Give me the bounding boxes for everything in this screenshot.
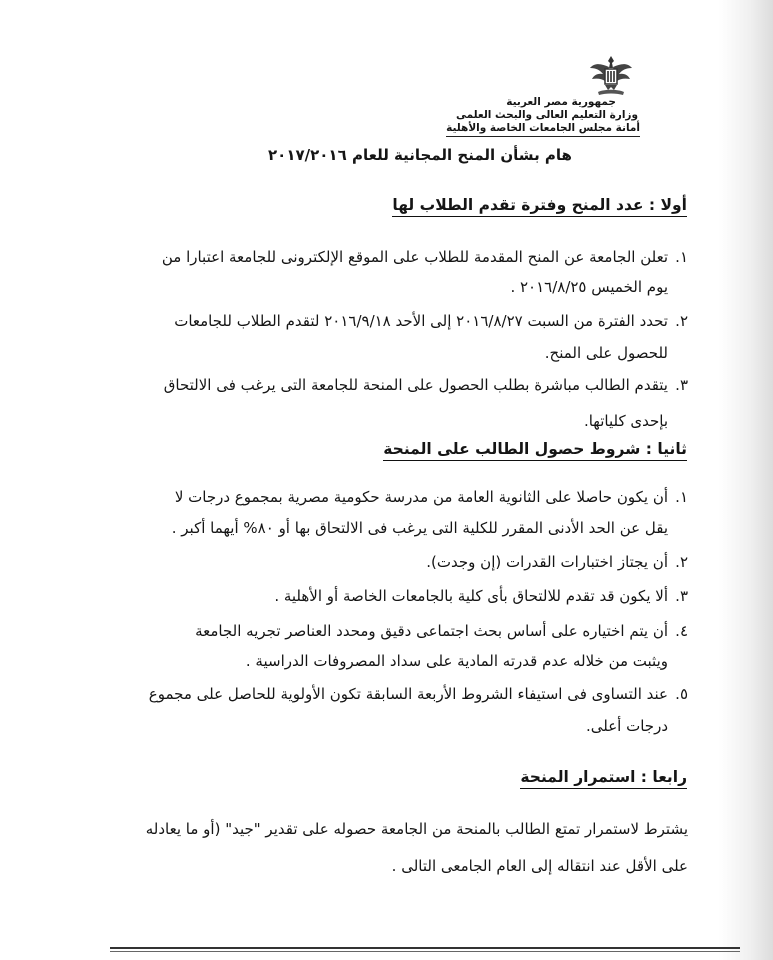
item-line: أن يكون حاصلا على الثانوية العامة من مدرسة حكومية مصرية بمجموع درجات لا: [174, 488, 668, 506]
item-line: عند التساوى فى استيفاء الشروط الأربعة السابقة تكون الأولوية للحاصل على مجموع: [148, 685, 668, 703]
header-country: جمهورية مصر العربية: [506, 96, 616, 108]
item-line: يتقدم الطالب مباشرة بطلب الحصول على المنحة للجامعة التى يرغب فى الالتحاق: [163, 376, 668, 394]
section2-heading: ثانيا : شروط حصول الطالب على المنحة: [383, 440, 687, 461]
item-number: ٤.: [675, 622, 688, 640]
item-line: يقل عن الحد الأدنى المقرر للكلية التى يرغب فى الالتحاق بها أو ٨٠% أيهما أكبر .: [171, 519, 668, 537]
item-line: للحصول على المنح.: [544, 344, 668, 362]
item-number: ٣.: [675, 376, 688, 394]
item-number: ٢.: [675, 553, 688, 571]
item-number: ٣.: [675, 587, 688, 605]
item-line: يوم الخميس ٢٠١٦/٨/٢٥ .: [510, 278, 668, 296]
header-ministry: وزارة التعليم العالى والبحث العلمى: [455, 109, 638, 121]
paragraph-line: على الأقل عند انتقاله إلى العام الجامعى التالى .: [391, 857, 688, 875]
item-line: أن يتم اختياره على أساس بحث اجتماعى دقيق ومحدد العناصر تجريه الجامعة: [195, 622, 668, 640]
item-line: تحدد الفترة من السبت ٢٠١٦/٨/٢٧ إلى الأحد ٢٠١٦/٩/١٨ لتقدم الطلاب للجامعات: [174, 312, 668, 330]
paragraph-line: يشترط لاستمرار تمتع الطالب بالمنحة من الجامعة حصوله على تقدير "جيد" (أو ما يعادله: [145, 820, 688, 838]
item-number: ٢.: [675, 312, 688, 330]
item-number: ١.: [675, 248, 688, 266]
item-line: بإحدى كلياتها.: [583, 412, 668, 430]
section4-heading: رابعا : استمرار المنحة: [520, 768, 687, 789]
ministry-header: [380, 96, 640, 137]
item-line: درجات أعلى.: [585, 717, 668, 735]
item-line: ألا يكون قد تقدم للالتحاق بأى كلية بالجامعات الخاصة أو الأهلية .: [274, 587, 668, 605]
item-line: تعلن الجامعة عن المنح المقدمة للطلاب على الموقع الإلكترونى للجامعة اعتبارا من: [161, 248, 668, 266]
footer-divider-thin: [110, 951, 740, 952]
header-council: أمانة مجلس الجامعات الخاصة والأهلية: [446, 122, 640, 137]
item-number: ٥.: [675, 685, 688, 703]
egypt-eagle-emblem-icon: [588, 54, 634, 98]
document-title: هام بشأن المنح المجانية للعام ٢٠١٧/٢٠١٦: [268, 146, 572, 164]
section1-heading: أولا : عدد المنح وفترة تقدم الطلاب لها: [392, 196, 687, 217]
footer-divider: [110, 947, 740, 949]
item-number: ١.: [675, 488, 688, 506]
item-line: أن يجتاز اختبارات القدرات (إن وجدت).: [426, 553, 668, 571]
item-line: ويثبت من خلاله عدم قدرته المادية على سداد المصروفات الدراسية .: [245, 652, 668, 670]
